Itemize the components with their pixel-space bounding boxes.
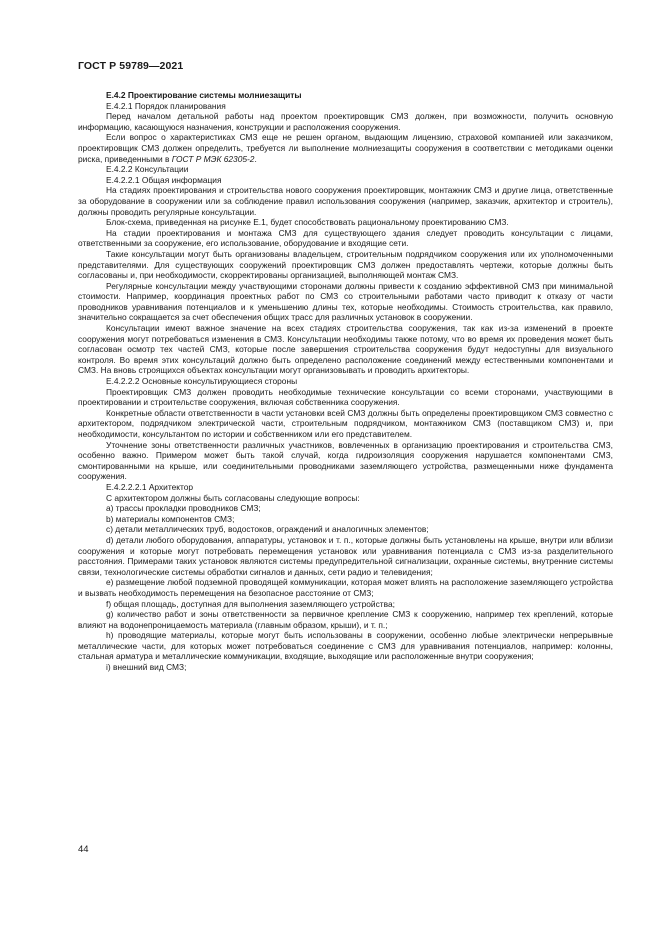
paragraph-text: Регулярные консультации между участвующими сторонами должны привести к созданию эффективной СМЗ при минимальной стоимости. Например, координация проектных работ по СМЗ со строительными работами часто приводит к отказу от части проводников уравнивания потенциалов и к уменьшению длины тех, которые необходимы. Стоимость строительства, как правило, значительно сокращается за счет обеспечения общих трасс для различных установок в сооружении. bbox=[78, 280, 613, 323]
paragraph-text: Е.4.2 Проектирование системы молниезащиты bbox=[106, 90, 302, 100]
paragraph-text: Такие консультации могут быть организованы владельцем, строительным подрядчиком сооружения или их уполномоченными представителями. Для существующих сооружений проектировщик СМЗ должен предоставлять чертежи, которые должны быть согласованы и, при необходимости, скорректированы организацией, выполняющей монтаж СМЗ. bbox=[78, 248, 613, 281]
paragraph bbox=[78, 323, 613, 376]
paragraph-text: Уточнение зоны ответственности различных участников, вовлеченных в организацию проектирования и строительства СМЗ, особенно важно. Примером может быть такой случай, когда гидроизоляция сооружения нарушается компонентами СМЗ, смонтированными на крыше, или соединительными проводниками заземляющего устройства, размещенными ниже фундамента сооружения. bbox=[78, 439, 613, 482]
paragraph-text: е) размещение любой подземной проводящей коммуникации, которая может влиять на расположение заземляющего устройства и вызвать необходимость перемещения на безопасное расстояние от СМЗ; bbox=[78, 577, 613, 598]
paragraph-text: Е.4.2.2 Консультации bbox=[106, 164, 189, 175]
paragraph bbox=[78, 577, 613, 598]
paragraph bbox=[78, 630, 613, 662]
paragraph bbox=[78, 249, 613, 281]
paragraph-text: На стадии проектирования и монтажа СМЗ для существующего здания следует проводить консультации с лицами, ответственными за сооружение, его использование, оборудование и входящие сети. bbox=[78, 227, 613, 249]
paragraph-text: Перед началом детальной работы над проектом проектировщик СМЗ должен, при возможности, получить основную информацию, касающуюся назначения, конструкции и расположения сооружения. bbox=[78, 111, 613, 132]
paragraph bbox=[78, 387, 613, 408]
paragraph bbox=[78, 101, 613, 112]
paragraph bbox=[78, 228, 613, 249]
paragraph-text: Е.4.2.1 Порядок планирования bbox=[106, 100, 226, 111]
paragraph bbox=[78, 493, 613, 504]
paragraph-text: Е.4.2.2.1 Общая информация bbox=[106, 174, 222, 185]
paragraph bbox=[78, 175, 613, 186]
paragraph bbox=[78, 164, 613, 175]
paragraph-text: Если вопрос о характеристиках СМЗ еще не решен органом, выдающим лицензию, страховой компанией или заказчиком, проектировщик СМЗ должен определить, требуется ли выполнение молниезащиты сооружения в соответствии с методиками оценки риска, приведенными в bbox=[78, 132, 613, 164]
paragraph bbox=[78, 524, 613, 535]
section-heading bbox=[78, 90, 613, 101]
paragraph bbox=[78, 599, 613, 610]
paragraph bbox=[78, 376, 613, 387]
paragraph-text: На стадиях проектирования и строительства нового сооружения проектировщик, монтажник СМЗ и другие лица, ответственные за оборудование в сооружении или за соблюдение правил использования сооружения (например, заказчик, архитектор и строитель), должны проводить регулярные консультации. bbox=[78, 185, 613, 217]
paragraph-text: h) проводящие материалы, которые могут быть использованы в сооружении, особенно любые электрически непрерывные металлические части, для которых может потребоваться соединение с СМЗ для уравнивания потенциалов, например: колонны, стальная арматура и металлические коммуникации, входящие, выходящие или расположенные внутри сооружения; bbox=[78, 630, 613, 662]
paragraph-text: b) материалы компонентов СМЗ; bbox=[106, 513, 235, 524]
paragraph bbox=[78, 281, 613, 323]
paragraph-text: d) детали любого оборудования, аппаратуры, установок и т. п., которые должны быть установлены на крыше, внутри или вблизи сооружения и которые могут потребовать перемещения установок или уравнивания потенциала с СМЗ из-за разделительного расстояния. Примерами таких установок являются системы предупредительной сигнализации, охранные системы, внутренние системы связи, технологические системы обработки сигналов и данных, сети радио и телевидения; bbox=[78, 534, 613, 577]
paragraph bbox=[78, 662, 613, 673]
paragraph-text: Проектировщик СМЗ должен проводить необходимые технические консультации со всеми сторонами, участвующими в проектировании и строительстве сооружения, включая собственника сооружения. bbox=[78, 386, 613, 408]
paragraph-text: f) общая площадь, доступная для выполнения заземляющего устройства; bbox=[106, 598, 395, 609]
paragraph-text: Консультации имеют важное значение на всех стадиях строительства сооружения, так как из-за изменений в проекте сооружения могут потребоваться изменения в СМЗ. Консультации необходимы также потому, что во время их проведения может быть согласован осмотр тех частей СМЗ, которые после завершения строительства сооружения будут недоступны для визуального контроля. Во время этих консультаций должно быть определено расположение соединений между естественными компонентами и СМЗ. На вновь строящихся объектах консультации могут организовывать и проводить архитекторы. bbox=[78, 323, 613, 376]
paragraph bbox=[78, 482, 613, 493]
paragraph bbox=[78, 132, 613, 164]
paragraph-text: Е.4.2.2.2 Основные консультирующиеся стороны bbox=[106, 376, 298, 387]
paragraph bbox=[78, 514, 613, 525]
paragraph-text: Конкретные области ответственности в части установки всей СМЗ должны быть определены проектировщиком СМЗ совместно с архитектором, подрядчиком электрической части, строительным подрядчиком, монтажником СМЗ (поставщиком СМЗ) и, при необходимости, консультантом по истории и собственником или его представителем. bbox=[78, 407, 613, 439]
paragraph bbox=[78, 503, 613, 514]
document-body bbox=[78, 90, 613, 673]
paragraph-text: g) количество работ и зоны ответственности за первичное крепление СМЗ к сооружению, например тех креплений, которые влияют на водонепроницаемость материала (главным образом, крыши), и т. п.; bbox=[78, 609, 613, 630]
paragraph bbox=[78, 408, 613, 440]
paragraph bbox=[78, 609, 613, 630]
paragraph-tail: . bbox=[254, 153, 257, 164]
paragraph bbox=[78, 111, 613, 132]
paragraph-text: i) внешний вид СМЗ; bbox=[106, 662, 187, 673]
paragraph-text: c) детали металлических труб, водостоков, ограждений и аналогичных элементов; bbox=[106, 524, 429, 535]
page-number: 44 bbox=[78, 844, 89, 855]
paragraph bbox=[78, 217, 613, 228]
standard-reference: ГОСТ Р МЭК 62305-2 bbox=[171, 153, 255, 164]
paragraph-text: С архитектором должны быть согласованы следующие вопросы: bbox=[106, 492, 360, 503]
paragraph bbox=[78, 535, 613, 577]
paragraph bbox=[78, 440, 613, 482]
standard-designation: ГОСТ Р 59789—2021 bbox=[78, 60, 184, 72]
paragraph-text: Блок-схема, приведенная на рисунке Е.1, будет способствовать рациональному проектированию СМЗ. bbox=[106, 217, 509, 228]
paragraph bbox=[78, 185, 613, 217]
paragraph-text: Е.4.2.2.2.1 Архитектор bbox=[106, 481, 194, 492]
paragraph-text: а) трассы прокладки проводников СМЗ; bbox=[106, 503, 261, 514]
